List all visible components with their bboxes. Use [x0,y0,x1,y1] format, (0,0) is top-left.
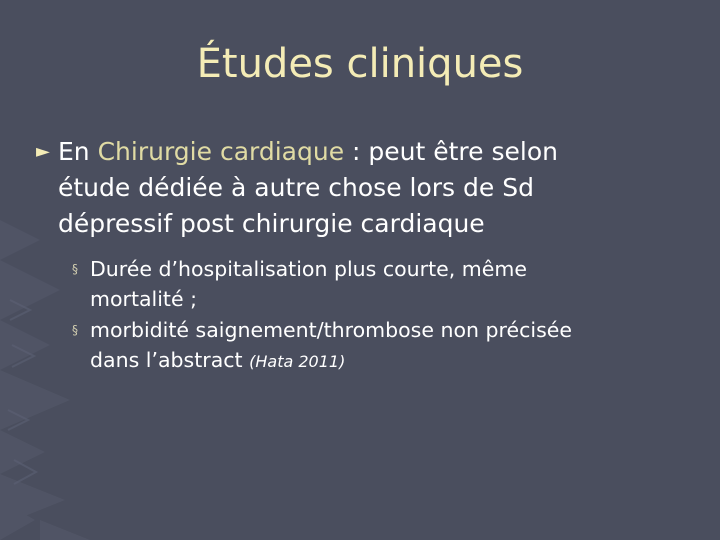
lead-word: En [58,137,90,166]
right-triangle-icon: ► [36,141,50,162]
bullet-level1-line1 [58,134,696,170]
square-bullet-icon: § [72,323,78,337]
bullet-level1-line2: étude dédiée à autre chose lors de Sd [58,173,534,202]
sub-bullet-list [72,254,696,377]
bullet-level1-rest: : peut être selon [344,137,558,166]
sub-bullet-line2 [90,345,696,377]
sub-bullet-line1: morbidité saignement/thrombose non précisée [90,318,573,342]
slide-title: Études cliniques [196,41,524,87]
sub-bullet-line2: mortalité ; [90,287,198,311]
highlight-text: Chirurgie cardiaque [97,137,345,166]
sub-bullet-line1: Durée d’hospitalisation plus courte, même [90,257,527,281]
citation: (Hata 2011) [249,352,346,371]
sub-bullet-text: dans l’abstract [90,348,243,372]
bullet-level1-line3: dépressif post chirurgie cardiaque [58,209,485,238]
bullet-level1 [36,134,696,242]
slide-body [36,134,696,378]
square-bullet-icon: § [72,262,78,276]
sub-bullet-item [72,315,696,377]
sub-bullet-item [72,254,696,314]
